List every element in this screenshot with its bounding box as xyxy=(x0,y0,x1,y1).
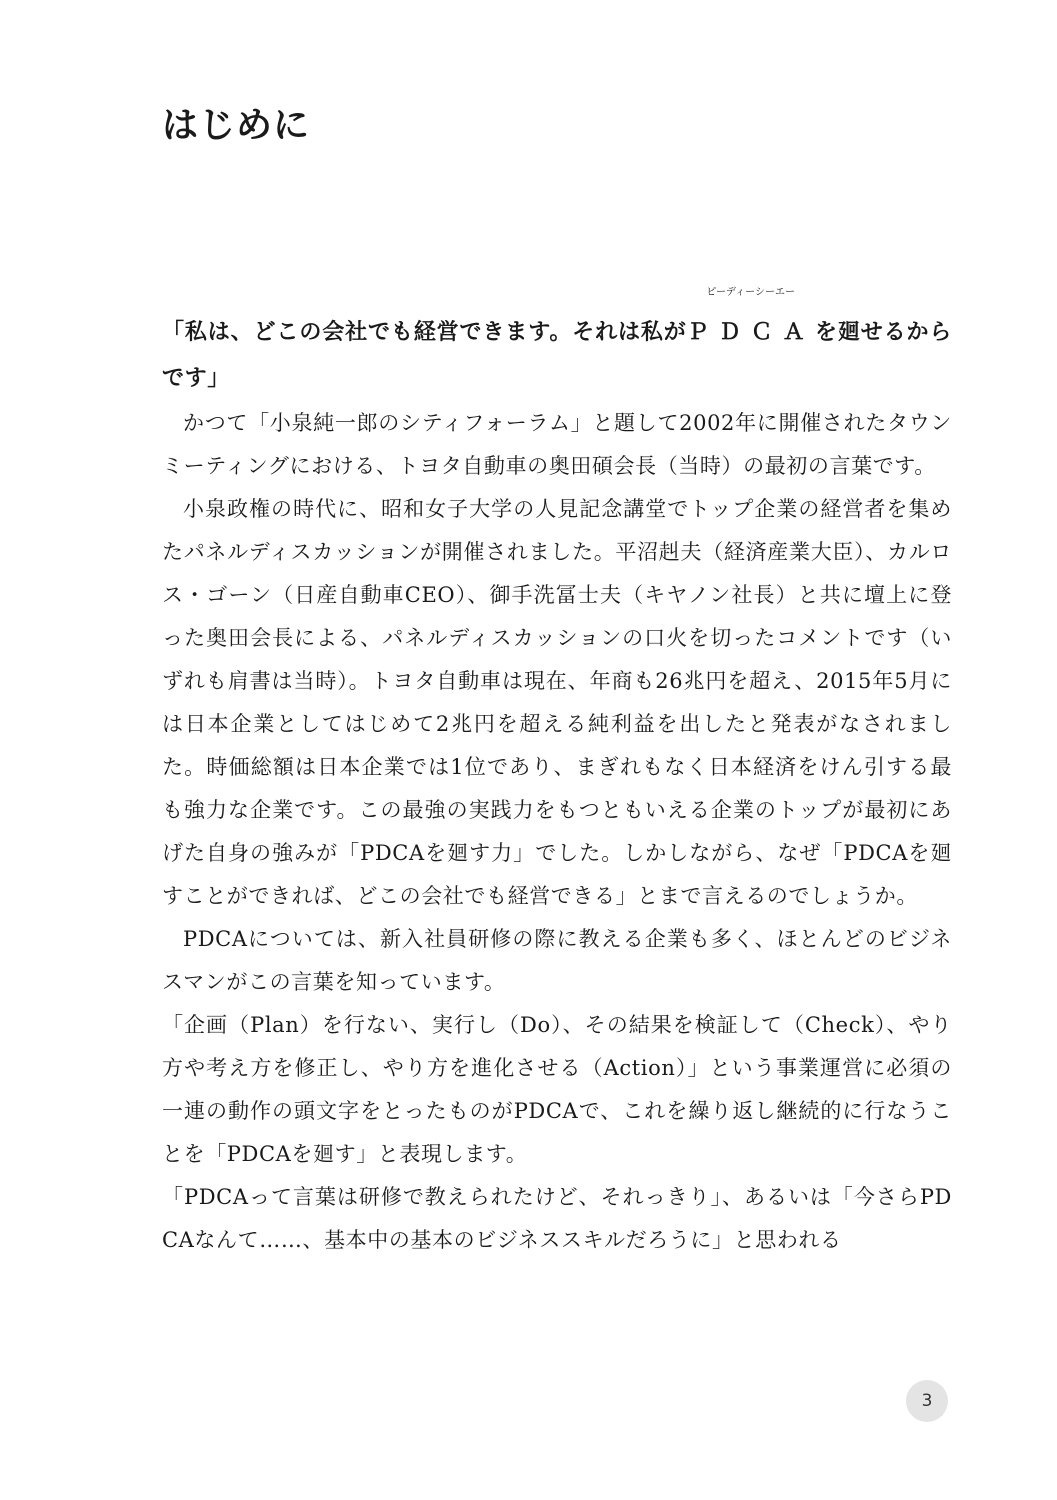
page-number-badge: 3 xyxy=(906,1380,948,1422)
paragraph-5: 「PDCAって言葉は研修で教えられたけど、それっきり」、あるいは「今さらPDCAなんて……、基本中の基本のビジネススキルだろうに」と思われる xyxy=(162,1185,952,1252)
ruby-reading: ピーディーシーエー xyxy=(706,287,795,298)
paragraph-2: 小泉政権の時代に、昭和女子大学の人見記念講堂でトップ企業の経営者を集めたパネルディスカッションが開催されました。平沼赳夫（経済産業大臣）、カルロス・ゴーン（日産自動車CEO）、御手洗冨士夫（キヤノン社長）と共に壇上に登った奥田会長による、パネルディスカッションの口火を切ったコメントです（いずれも肩書は当時）。トヨタ自動車は現在、年商も26兆円を超え、2015年5月には日本企業としてはじめて2兆円を超える純利益を出したと発表がなされました。時価総額は日本企業では1位であり、まぎれもなく日本経済をけん引する最も強力な企業です。この最強の実践力をもつともいえる企業のトップが最初にあげた自身の強みが「PDCAを廻す力」でした。しかしながら、なぜ「PDCAを廻すことができれば、どこの会社でも経営できる」とまで言えるのでしょうか。 xyxy=(162,497,952,908)
body-text xyxy=(162,287,952,1262)
quote-text-after: を廻せるからです」 xyxy=(162,320,952,391)
ruby-annotation xyxy=(686,287,815,356)
paragraph-4: 「企画（Plan）を行ない、実行し（Do）、その結果を検証して（Check）、やり方や考え方を修正し、やり方を進化させる（Action）」という事業運営に必須の一連の動作の頭文字をとったものがPDCAで、これを繰り返し継続的に行なうことを「PDCAを廻す」と表現します。 xyxy=(162,1013,952,1166)
paragraph-3: PDCAについては、新入社員研修の際に教える企業も多く、ほとんどのビジネスマンがこの言葉を知っています。 xyxy=(162,927,952,994)
chapter-title: はじめに xyxy=(162,105,311,146)
quote-text-before: 「私は、どこの会社でも経営できます。それは私が xyxy=(162,320,687,345)
ruby-base: ＰＤＣＡ xyxy=(686,320,815,345)
paragraph-1: かつて「小泉純一郎のシティフォーラム」と題して2002年に開催されたタウンミーティングにおける、トヨタ自動車の奥田碩会長（当時）の最初の言葉です。 xyxy=(162,411,952,478)
opening-quote xyxy=(162,287,952,402)
